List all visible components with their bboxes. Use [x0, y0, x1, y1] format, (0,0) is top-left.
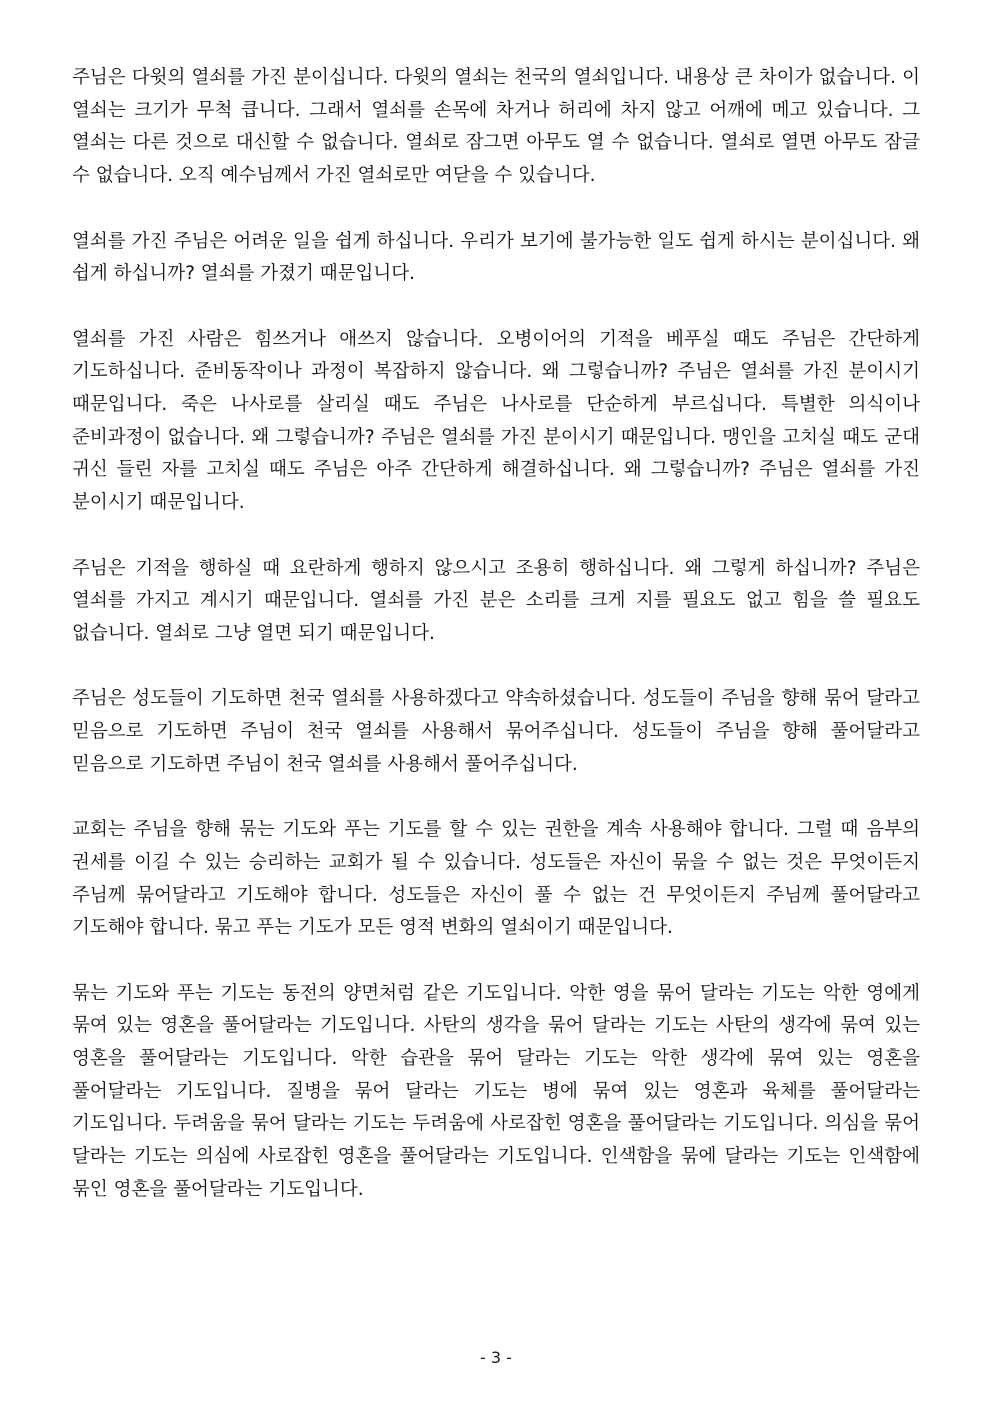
paragraph-2: 열쇠를 가진 주님은 어려운 일을 쉽게 하십니다. 우리가 보기에 불가능한 일도 쉽게 하시는 분이십니다. 왜 쉽게 하십니까? 열쇠를 가졌기 때문입니다. [72, 230, 920, 285]
document-body [72, 62, 920, 1207]
paragraph-3: 열쇠를 가진 사람은 힘쓰거나 애쓰지 않습니다. 오병이어의 기적을 베푸실 때도 주님은 간단하게 기도하십니다. 준비동작이나 과정이 복잡하지 않습니다. 왜 그렇습니까? 주님은 열쇠를 가진 분이시기 때문입니다. 죽은 나사로를 살리실 때도 주님은 나사로를 단순하게 부르십니다. 특별한 의식이나 준비과정이 없습니다. 왜 그렇습니까? 주님은 열쇠를 가진 분이시기 때문입니다. 맹인을 고치실 때도 군대 귀신 들린 자를 고치실 때도 주님은 아주 간단하게 해결하십니다. 왜 그렇습니까? 주님은 열쇠를 가진 분이시기 때문입니다. [72, 328, 920, 514]
paragraph-5: 주님은 성도들이 기도하면 천국 열쇠를 사용하겠다고 약속하셨습니다. 성도들이 주님을 향해 묶어 달라고 믿음으로 기도하면 주님이 천국 열쇠를 사용해서 묶어주십니다. 성도들이 주님을 향해 풀어달라고 믿음으로 기도하면 주님이 천국 열쇠를 사용해서 풀어주십니다. [72, 688, 920, 775]
paragraph-6: 교회는 주님을 향해 묶는 기도와 푸는 기도를 할 수 있는 권한을 계속 사용해야 합니다. 그럴 때 음부의 권세를 이길 수 있는 승리하는 교회가 될 수 있습니다. 성도들은 자신이 묶을 수 없는 것은 무엇이든지 주님께 묶어달라고 기도해야 합니다. 성도들은 자신이 풀 수 없는 건 무엇이든지 주님께 풀어달라고 기도해야 합니다. 묶고 푸는 기도가 모든 영적 변화의 열쇠이기 때문입니다. [72, 819, 920, 939]
paragraph-4: 주님은 기적을 행하실 때 요란하게 행하지 않으시고 조용히 행하십니다. 왜 그렇게 하십니까? 주님은 열쇠를 가지고 계시기 때문입니다. 열쇠를 가진 분은 소리를 크게 지를 필요도 없고 힘을 쓸 필요도 없습니다. 열쇠로 그냥 열면 되기 때문입니다. [72, 557, 920, 644]
paragraph-7: 묶는 기도와 푸는 기도는 동전의 양면처럼 같은 기도입니다. 악한 영을 묶어 달라는 기도는 악한 영에게 묶여 있는 영혼을 풀어달라는 기도입니다. 사탄의 생각을 묶어 달라는 기도는 사탄의 생각에 묶여 있는 영혼을 풀어달라는 기도입니다. 악한 습관을 묶어 달라는 기도는 악한 생각에 묶여 있는 영혼을 풀어달라는 기도입니다. 질병을 묶어 달라는 기도는 병에 묶여 있는 영혼과 육체를 풀어달라는 기도입니다. 두려움을 묶어 달라는 기도는 두려움에 사로잡힌 영혼을 풀어달라는 기도입니다. 의심을 묶어 달라는 기도는 의심에 사로잡힌 영혼을 풀어달라는 기도입니다. 인색함을 묶에 달라는 기도는 인색함에 묶인 영혼을 풀어달라는 기도입니다. [72, 982, 920, 1200]
page-number: - 3 - [480, 1348, 512, 1367]
paragraph-1: 주님은 다윗의 열쇠를 가진 분이십니다. 다윗의 열쇠는 천국의 열쇠입니다. 내용상 큰 차이가 없습니다. 이 열쇠는 크기가 무척 큽니다. 그래서 열쇠를 손목에 차거나 허리에 차지 않고 어깨에 메고 있습니다. 그 열쇠는 다른 것으로 대신할 수 없습니다. 열쇠로 잠그면 아무도 열 수 없습니다. 열쇠로 열면 아무도 잠글 수 없습니다. 오직 예수님께서 가진 열쇠로만 여닫을 수 있습니다. [72, 67, 920, 187]
